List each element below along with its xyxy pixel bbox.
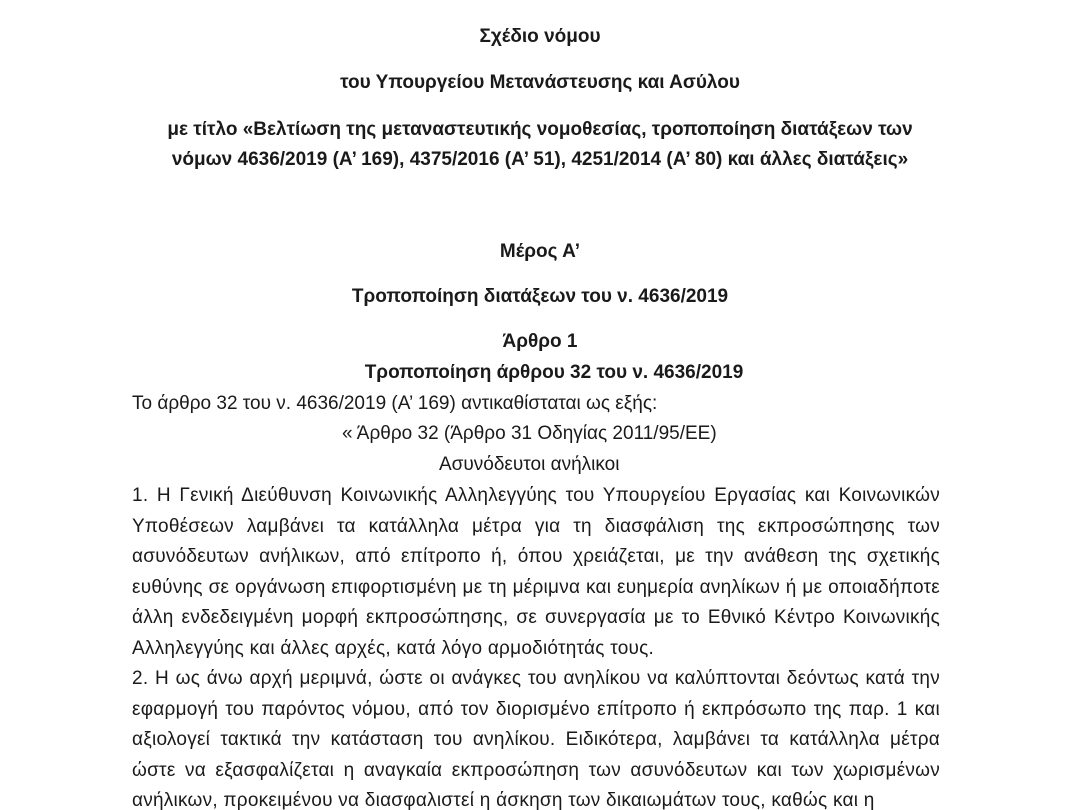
paragraph-2: 2. Η ως άνω αρχή μεριμνά, ώστε οι ανάγκες του ανηλίκου να καλύπτονται δεόντως κατά την εφαρμογή του παρόντος νόμου, από τον διορισμένο επίτροπο ή εκπρόσωπο της παρ. 1 και αξιολογεί τακτικά την κατάσταση του ανηλίκου. Ειδικότερα, λαμβάνει τα κατάλληλα μέτρα ώστε να εξασφαλίζεται η αναγκαία εκπροσώπηση των ασυνόδευτων και των χωρισμένων ανήλικων, προκειμένου να διασφαλιστεί η άσκηση των δικαιωμάτων τους, καθώς και η <box>132 668 940 810</box>
bill-title: Σχέδιο νόμου <box>479 26 601 47</box>
part-title: Τροποποίηση διατάξεων του ν. 4636/2019 <box>351 286 729 307</box>
ministry-line: του Υπουργείου Μετανάστευσης και Ασύλου <box>340 72 740 93</box>
quoted-article-subheading: Ασυνόδευτοι ανήλικοι <box>439 454 620 475</box>
article-title: Τροποποίηση άρθρου 32 του ν. 4636/2019 <box>364 362 744 383</box>
bill-subtitle-line-2: νόμων 4636/2019 (Α’ 169), 4375/2016 (Α’ 51), 4251/2014 (Α’ 80) και άλλες διατάξεις» <box>171 149 909 170</box>
article-body <box>132 481 940 810</box>
bill-subtitle-line-1: με τίτλο «Βελτίωση της μεταναστευτικής νομοθεσίας, τροποποίηση διατάξεων των <box>167 119 913 140</box>
quoted-article-heading: « Άρθρο 32 (Άρθρο 31 Οδηγίας 2011/95/ΕΕ) <box>342 423 717 444</box>
part-label: Μέρος Α’ <box>499 241 581 262</box>
article-label: Άρθρο 1 <box>502 331 578 352</box>
paragraph-1: 1. Η Γενική Διεύθυνση Κοινωνικής Αλληλεγγύης του Υπουργείου Εργασίας και Κοινωνικών Υποθέσεων λαμβάνει τα κατάλληλα μέτρα για τη διασφάλιση της εκπροσώπησης των ασυνόδευτων ανήλικων, από επίτροπο ή, όπου χρειάζεται, με την ανάθεση της σχετικής ευθύνης σε οργάνωση επιφορτισμένη με τη μέριμνα και ευημερία ανηλίκων ή με οποιαδήποτε άλλη ενδεδειγμένη μορφή εκπροσώπησης, σε συνεργασία με το Εθνικό Κέντρο Κοινωνικής Αλληλεγγύης και άλλες αρχές, κατά λόγο αρμοδιότητάς τους. <box>132 485 940 659</box>
article-intro: Το άρθρο 32 του ν. 4636/2019 (Α’ 169) αντικαθίσταται ως εξής: <box>132 393 658 414</box>
